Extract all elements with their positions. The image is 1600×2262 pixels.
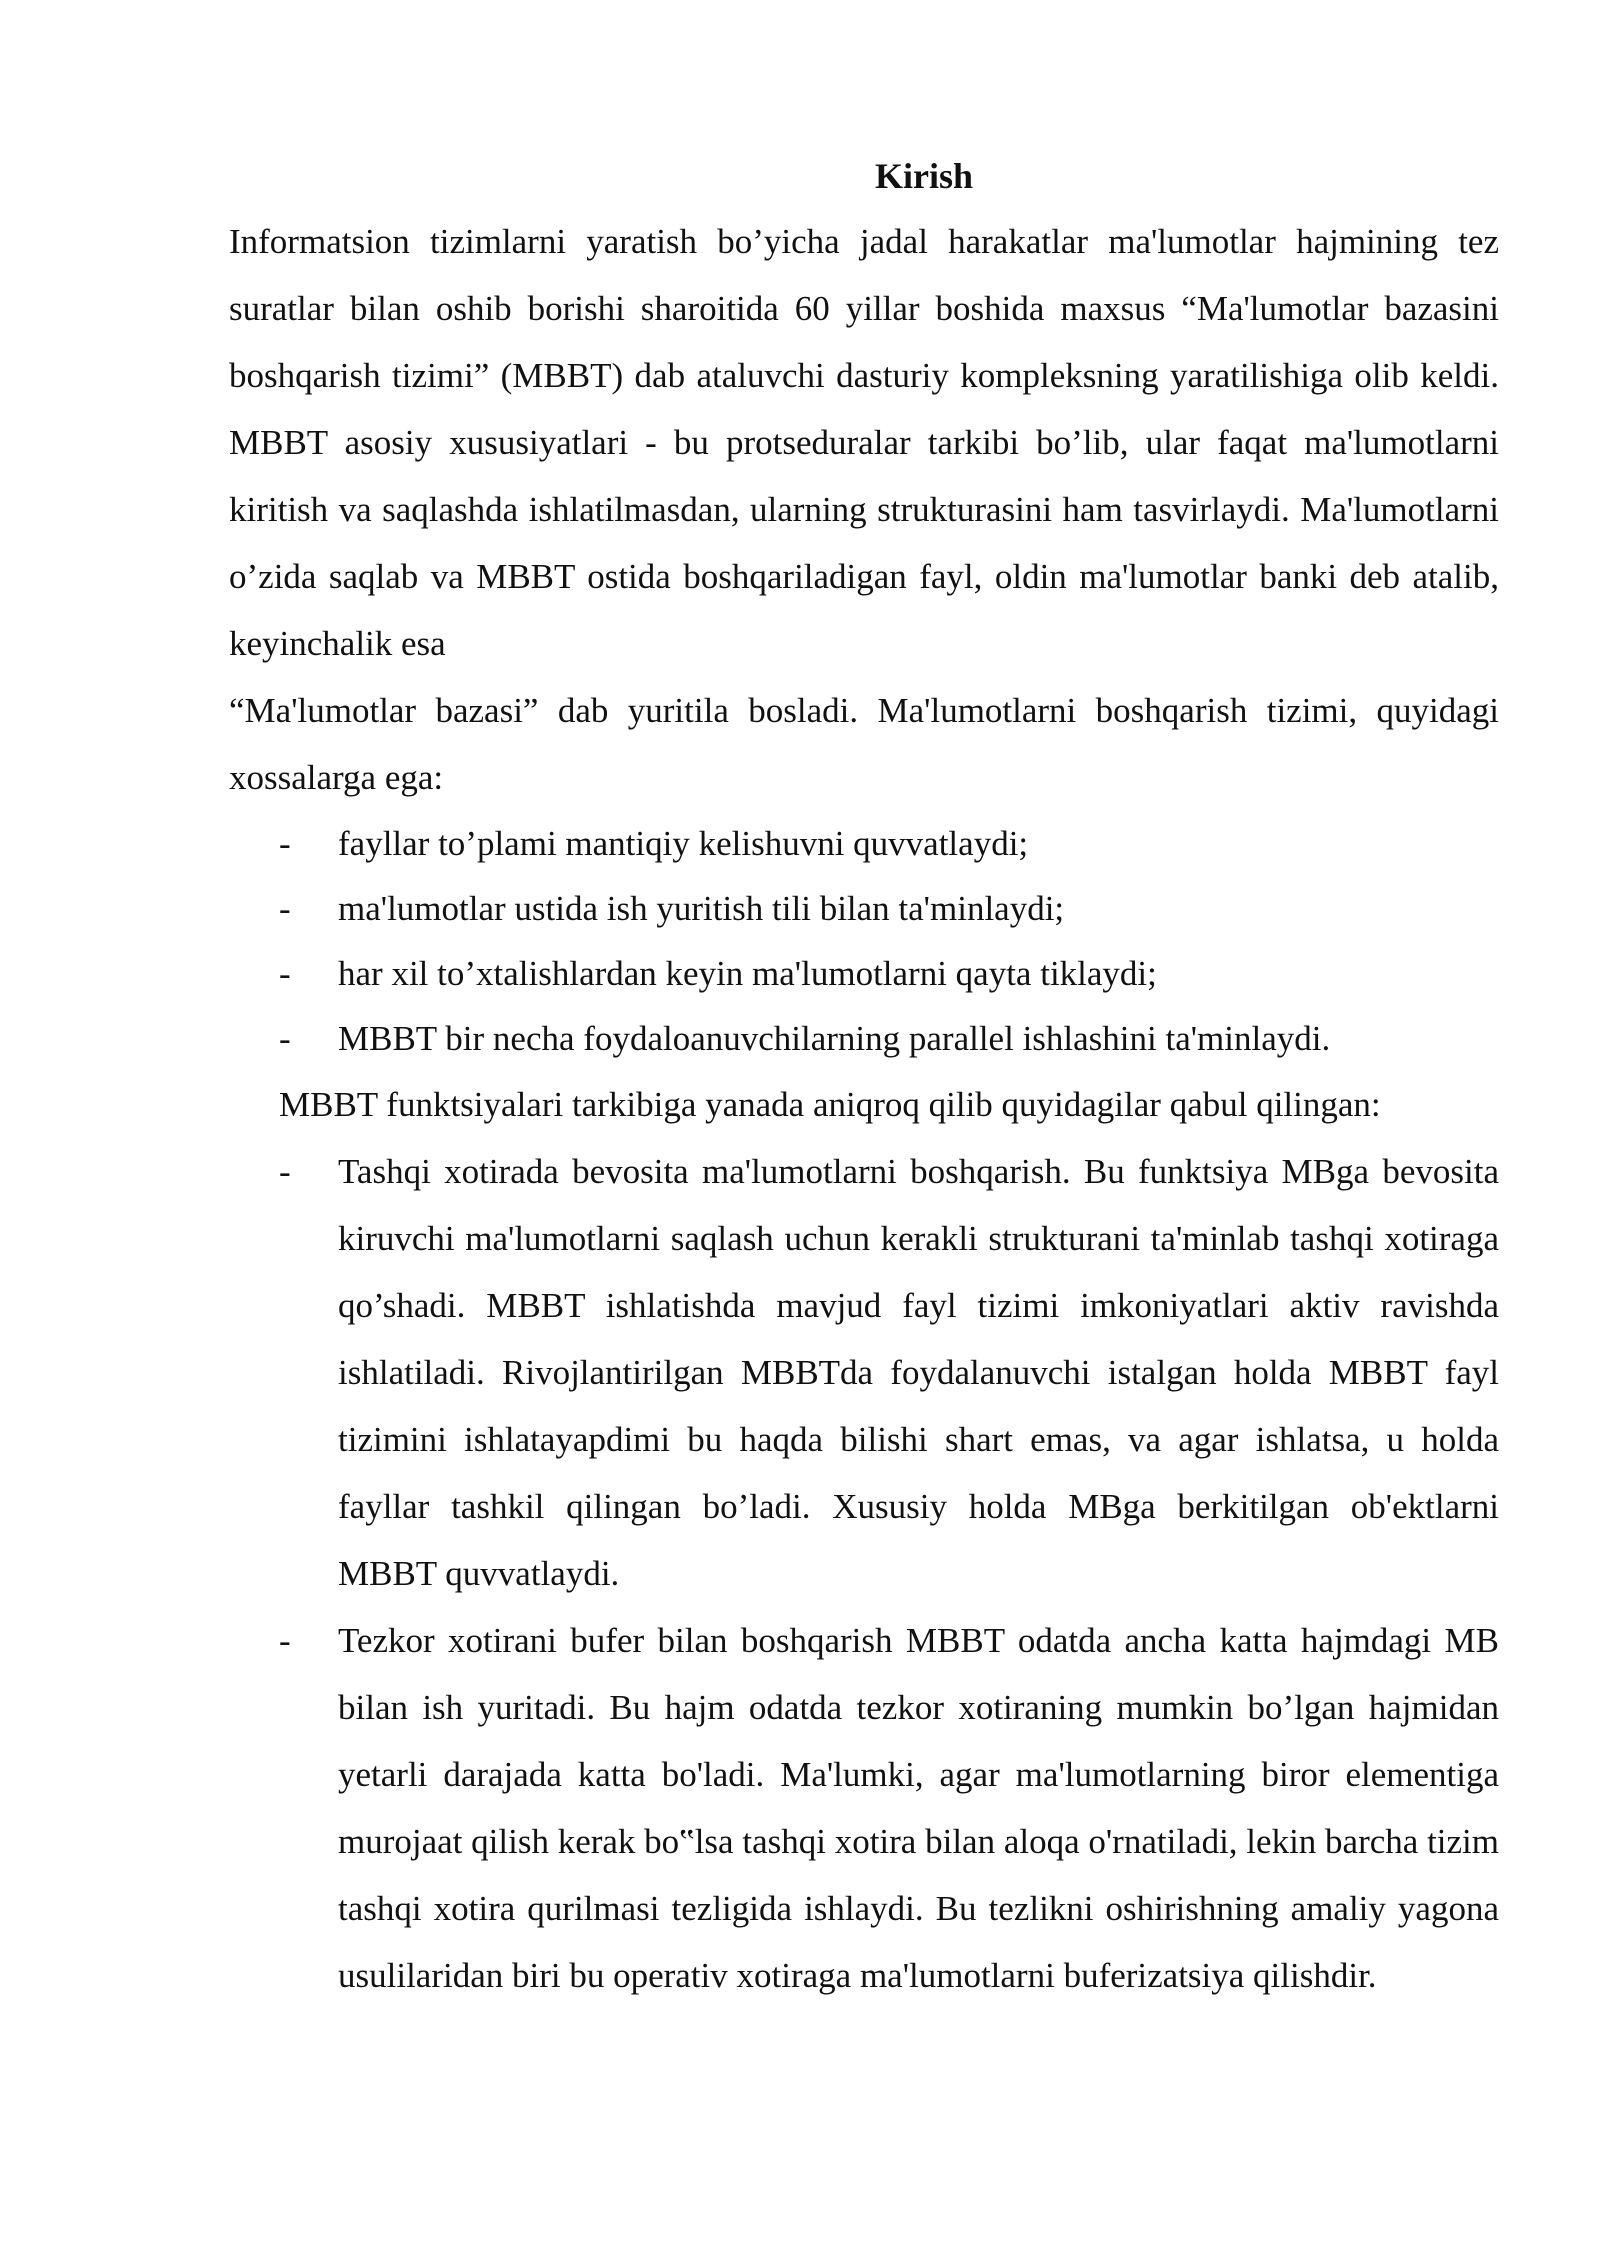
bullet-dash: - bbox=[279, 1152, 291, 1191]
list-item-text: MBBT bir necha foydaloanuvchilarning parallel ishlashini ta'minlaydi. bbox=[338, 1019, 1331, 1058]
intro-paragraph-2: “Ma'lumotlar bazasi” dab yuritila bosladi. Ma'lumotlarni boshqarish tizimi, quyidagi xossalarga ega: bbox=[229, 691, 1499, 797]
list-item-text: har xil to’xtalishlardan keyin ma'lumotlarni qayta tiklaydi; bbox=[338, 954, 1157, 993]
list-item bbox=[229, 811, 1499, 876]
list-item-text: Tezkor xotirani bufer bilan boshqarish MBBT odatda ancha katta hajmdagi MB bilan ish yuritadi. Bu hajm odatda tezkor xotiraning mumkin bo’lgan hajmidan yetarli darajada katta bo'ladi. Ma'lumki, agar ma'lumotlarning biror elementiga murojaat qilish kerak bo‟lsa tashqi xotira bilan aloqa o'rnatiladi, lekin barcha tizim tashqi xotira qurilmasi tezligida ishlaydi. Bu tezlikni oshirishning amaliy yagona usulilaridan biri bu operativ xotiraga ma'lumotlarni buferizatsiya qilishdir. bbox=[338, 1621, 1499, 1995]
list-item bbox=[229, 941, 1499, 1006]
list-item-text: fayllar to’plami mantiqiy kelishuvni quvvatlaydi; bbox=[338, 824, 1029, 863]
list-item bbox=[229, 1607, 1499, 2009]
intro-paragraph-1: Informatsion tizimlarni yaratish bo’yicha jadal harakatlar ma'lumotlar hajmining tez suratlar bilan oshib borishi sharoitida 60 yillar boshida maxsus “Ma'lumotlar bazasini boshqarish tizimi” (MBBT) dab ataluvchi dasturiy kompleksning yaratilishiga olib keldi. MBBT asosiy xususiyatlari - bu protseduralar tarkibi bo’lib, ular faqat ma'lumotlarni kiritish va saqlashda ishlatilmasdan, ularning strukturasini ham tasvirlaydi. Ma'lumotlarni o’zida saqlab va MBBT ostida boshqariladigan fayl, oldin ma'lumotlar banki deb atalib, keyinchalik esa bbox=[229, 222, 1499, 663]
bullet-dash: - bbox=[279, 954, 291, 993]
bullet-dash: - bbox=[279, 1019, 291, 1058]
properties-list bbox=[229, 811, 1499, 1071]
bullet-dash: - bbox=[279, 824, 291, 863]
bullet-dash: - bbox=[279, 1621, 291, 1660]
bullet-dash: - bbox=[279, 889, 291, 928]
list-item-text: ma'lumotlar ustida ish yuritish tili bilan ta'minlaydi; bbox=[338, 889, 1065, 928]
list-item-text: Tashqi xotirada bevosita ma'lumotlarni boshqarish. Bu funktsiya MBga bevosita kiruvchi ma'lumotlarni saqlash uchun kerakli strukturani ta'minlab tashqi xotiraga qo’shadi. MBBT ishlatishda mavjud fayl tizimi imkoniyatlari aktiv ravishda ishlatiladi. Rivojlantirilgan MBBTda foydalanuvchi istalgan holda MBBT fayl tizimini ishlatayapdimi bu haqda bilishi shart emas, va agar ishlatsa, u holda fayllar tashkil qilingan bo’ladi. Xususiy holda MBga berkitilgan ob'ektlarni MBBT quvvatlaydi. bbox=[338, 1152, 1499, 1593]
list-item bbox=[229, 1138, 1499, 1607]
list-item bbox=[229, 1006, 1499, 1071]
page-title: Kirish bbox=[874, 156, 973, 196]
list-item bbox=[229, 876, 1499, 941]
functions-intro: MBBT funktsiyalari tarkibiga yanada aniqroq qilib quyidagilar qabul qilingan: bbox=[279, 1085, 1381, 1124]
functions-list bbox=[229, 1138, 1499, 2009]
document-body bbox=[229, 148, 1499, 2009]
